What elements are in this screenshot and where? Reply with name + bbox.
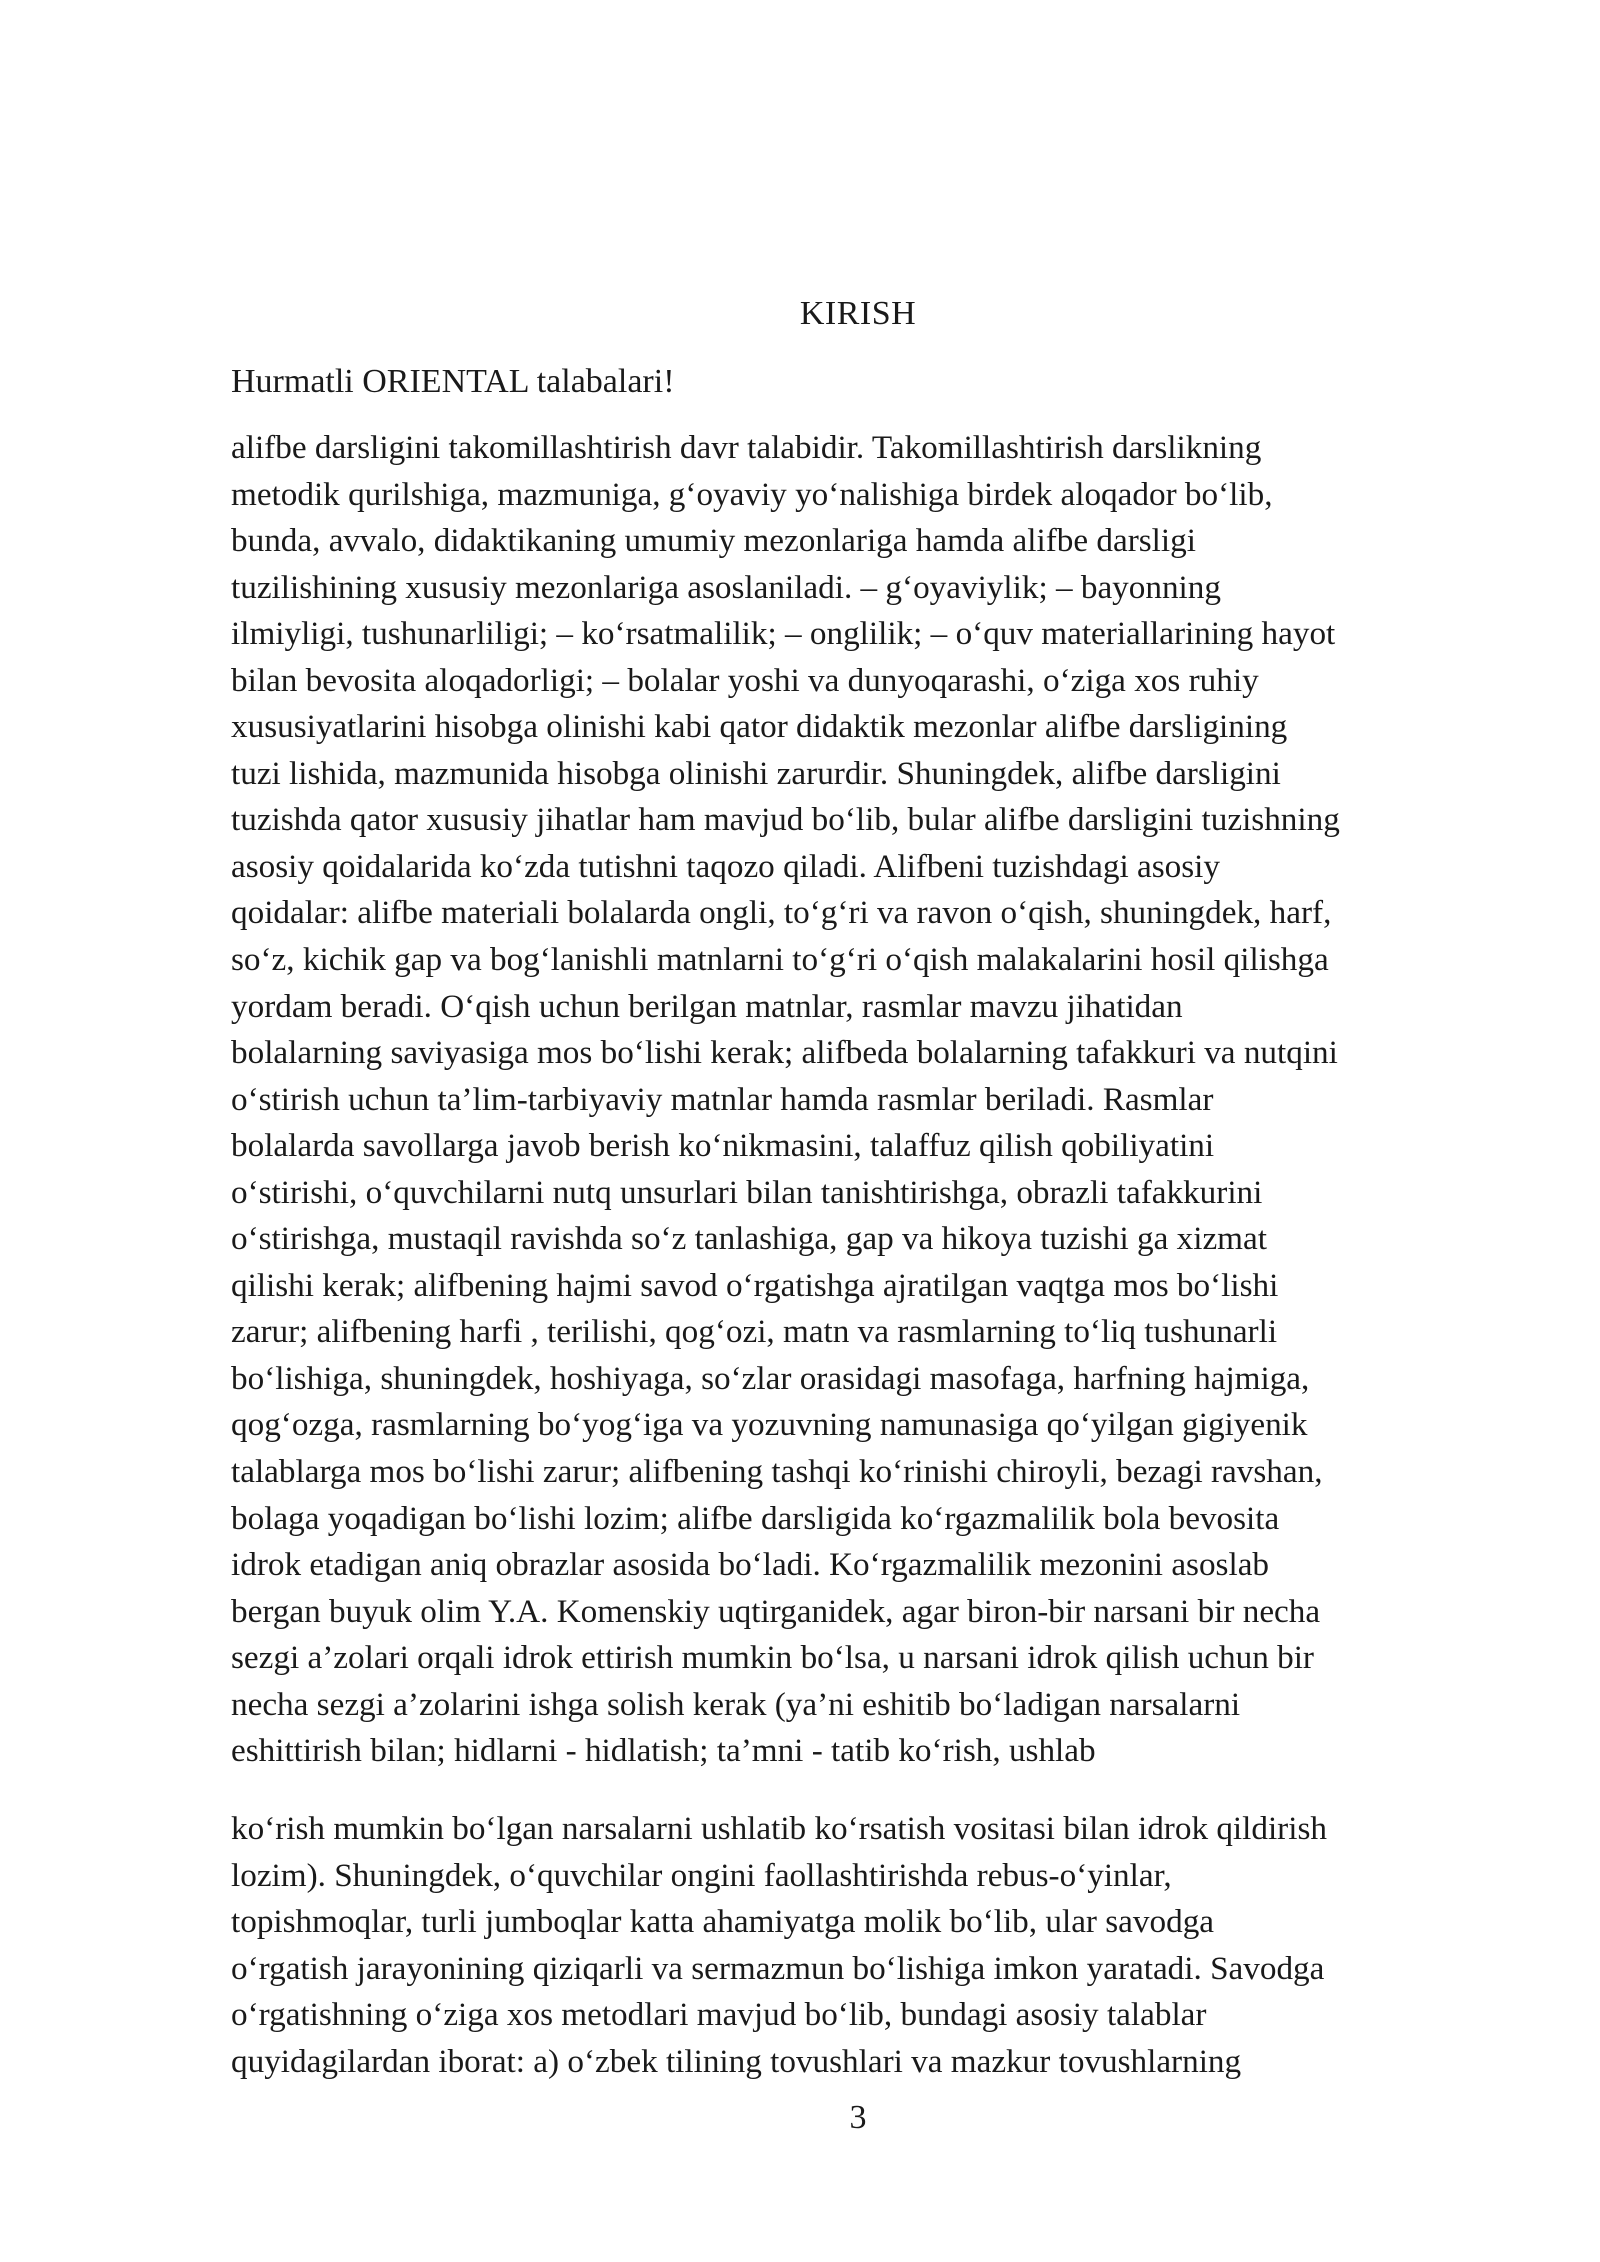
- text-line: yordam beradi. O‘qish uchun berilgan matnlar, rasmlar mavzu jihatidan: [231, 987, 1183, 1025]
- text-line: qoidalar: alifbe materiali bolalarda ongli, to‘g‘ri va ravon o‘qish, shuningdek, harf,: [231, 894, 1332, 932]
- text-line: tuzi lishida, mazmunida hisobga olinishi zarurdir. Shuningdek, alifbe darsligini: [231, 754, 1281, 792]
- text-line: sezgi a’zolari orqali idrok ettirish mumkin bo‘lsa, u narsani idrok qilish uchun bir: [231, 1639, 1314, 1677]
- text-line: quyidagilardan iborat: a) o‘zbek tilining tovushlari va mazkur tovushlarning: [231, 2042, 1242, 2080]
- text-line: tuzishda qator xususiy jihatlar ham mavjud bo‘lib, bular alifbe darsligini tuzishning: [231, 801, 1340, 839]
- text-line: bunda, avvalo, didaktikaning umumiy mezonlariga hamda alifbe darsligi: [231, 522, 1196, 560]
- text-line: necha sezgi a’zolarini ishga solish kerak (ya’ni eshitib bo‘ladigan narsalarni: [231, 1685, 1241, 1723]
- text-line: idrok etadigan aniq obrazlar asosida bo‘ladi. Ko‘rgazmalilik mezonini asoslab: [231, 1546, 1270, 1584]
- text-line: xususiyatlarini hisobga olinishi kabi qator didaktik mezonlar alifbe darsligining: [231, 708, 1288, 746]
- text-line: bolalarda savollarga javob berish ko‘nikmasini, talaffuz qilish qobiliyatini: [231, 1127, 1215, 1165]
- text-line: bo‘lishiga, shuningdek, hoshiyaga, so‘zlar orasidagi masofaga, harfning hajmiga,: [231, 1359, 1310, 1397]
- text-line: o‘rgatishning o‘ziga xos metodlari mavjud bo‘lib, bundagi asosiy talablar: [231, 1996, 1207, 2034]
- text-line: talablarga mos bo‘lishi zarur; alifbening tashqi ko‘rinishi chiroyli, bezagi ravshan,: [231, 1453, 1323, 1491]
- text-line: ko‘rish mumkin bo‘lgan narsalarni ushlatib ko‘rsatish vositasi bilan idrok qildirish: [231, 1810, 1327, 1847]
- text-line: bolaga yoqadigan bo‘lishi lozim; alifbe darsligida ko‘rgazmalilik bola bevosita: [231, 1499, 1280, 1537]
- text-line: qilishi kerak; alifbening hajmi savod o‘rgatishga ajratilgan vaqtga mos bo‘lishi: [231, 1266, 1279, 1304]
- paragraph-2: [231, 1806, 1499, 2085]
- text-line: bergan buyuk olim Y.A. Komenskiy uqtirganidek, agar biron-bir narsani bir necha: [231, 1592, 1321, 1630]
- text-line: o‘stirishga, mustaqil ravishda so‘z tanlashiga, gap va hikoya tuzishi ga xizmat: [231, 1220, 1267, 1258]
- text-line: alifbe darsligini takomillashtirish davr talabidir. Takomillashtirish darslikning: [231, 429, 1262, 466]
- page-number: 3: [849, 2099, 867, 2136]
- text-line: o‘stirishi, o‘quvchilarni nutq unsurlari bilan tanishtirishga, obrazli tafakkurini: [231, 1173, 1263, 1211]
- greeting-line: Hurmatli ORIENTAL talabalari!: [231, 363, 675, 400]
- text-line: o‘stirish uchun ta’lim-tarbiyaviy matnlar hamda rasmlar beriladi. Rasmlar: [231, 1080, 1214, 1118]
- text-line: eshittirish bilan; hidlarni - hidlatish; ta’mni - tatib ko‘rish, ushlab: [231, 1732, 1096, 1770]
- paragraph-1: [231, 425, 1499, 1775]
- page-heading: KIRISH: [799, 295, 917, 332]
- text-line: lozim). Shuningdek, o‘quvchilar ongini faollashtirishda rebus-o‘yinlar,: [231, 1856, 1172, 1894]
- text-line: bilan bevosita aloqadorligi; – bolalar yoshi va dunyoqarashi, o‘ziga xos ruhiy: [231, 661, 1259, 699]
- text-line: qog‘ozga, rasmlarning bo‘yog‘iga va yozuvning namunasiga qo‘yilgan gigiyenik: [231, 1406, 1308, 1444]
- text-line: o‘rgatish jarayonining qiziqarli va sermazmun bo‘lishiga imkon yaratadi. Savodga: [231, 1949, 1325, 1987]
- text-line: tuzilishining xususiy mezonlariga asoslaniladi. – g‘oyaviylik; – bayonning: [231, 568, 1221, 606]
- text-line: topishmoqlar, turli jumboqlar katta ahamiyatga molik bo‘lib, ular savodga: [231, 1903, 1215, 1941]
- text-line: bolalarning saviyasiga mos bo‘lishi kerak; alifbeda bolalarning tafakkuri va nutqini: [231, 1034, 1338, 1072]
- text-line: zarur; alifbening harfi , terilishi, qog‘ozi, matn va rasmlarning to‘liq tushunarli: [231, 1313, 1278, 1351]
- text-line: ilmiyligi, tushunarliligi; – ko‘rsatmalilik; – onglilik; – o‘quv materiallarining hayot: [231, 615, 1336, 653]
- text-line: so‘z, kichik gap va bog‘lanishli matnlarni to‘g‘ri o‘qish malakalarini hosil qilishga: [231, 941, 1329, 979]
- text-line: metodik qurilshiga, mazmuniga, g‘oyaviy yo‘nalishiga birdek aloqador bo‘lib,: [231, 475, 1273, 513]
- text-line: asosiy qoidalarida ko‘zda tutishni taqozo qiladi. Alifbeni tuzishdagi asosiy: [231, 847, 1220, 885]
